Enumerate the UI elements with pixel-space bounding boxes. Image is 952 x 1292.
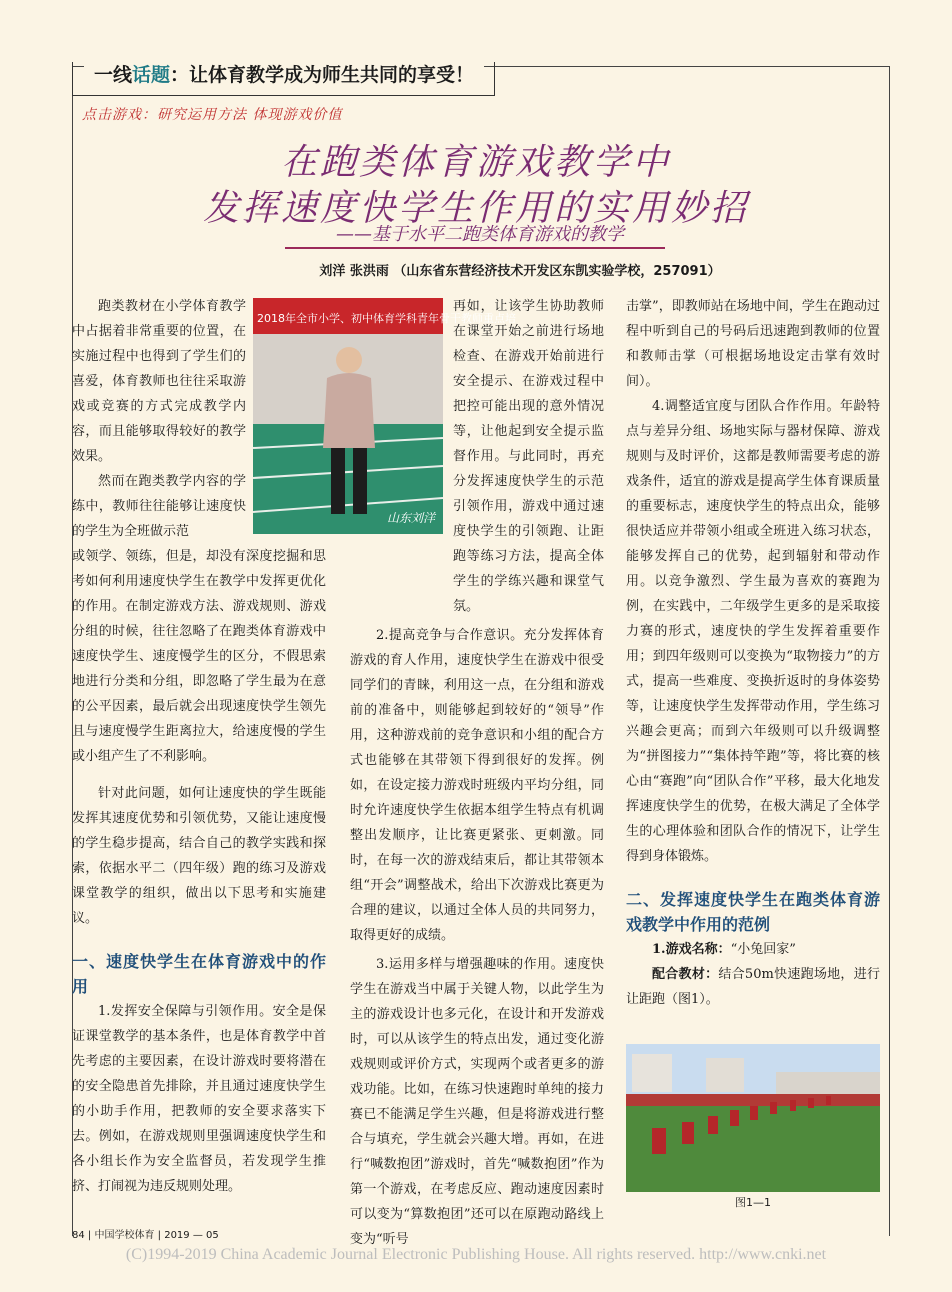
paragraph: 或领学、领练，但是，却没有深度挖掘和思考如何利用速度快学生在教学中发挥更优化的作用。在制定游戏方法、游戏规则、游戏分组的时候，往往忽略了在跑类体育游戏中速度快学生、速度慢学生的区分，不假思索地进行分类和分组，即忽略了学生最为在意的公平因素，最后就会出现速度快学生领先且与速度慢学生距离拉大，给速度慢的学生或小组产生了不利影响。 xyxy=(72,549,326,764)
game-name: “小兔回家” xyxy=(730,942,796,957)
header-highlight: 话题 xyxy=(132,64,171,86)
column-header xyxy=(84,60,484,90)
author-line: 刘洋 张洪雨 （山东省东营经济技术开发区东凯实验学校，257091） xyxy=(319,264,721,279)
copyright-watermark: (C)1994-2019 China Academic Journal Electronic Publishing House. All rights reserved. http://www.cnki.net xyxy=(125,1246,827,1263)
paragraph: 2.提高竞争与合作意识。充分发挥体育游戏的育人作用，速度快学生在游戏中很受同学们的青睐，利用这一点，在分组和游戏前的准备中，则能够起到较好的“领导”作用，这种游戏前的竞争意识和小组的配合方式也能够在其带领下得到很好的发挥。例如，在设定接力游戏时班级内平均分组，同时允许速度快学生依据本组学生特点有机调整出发顺序，让比赛更紧张、更刺激。同时，在每一次的游戏结束后，都让其带领本组“开会”调整战术，给出下次游戏比赛更为合理的建议，以通过全体人员的共同努力，取得更好的成绩。 xyxy=(350,628,604,943)
paragraph: 3.运用多样与增强趣味的作用。速度快学生在游戏当中属于关键人物，以此学生为主的游戏设计也多元化，在设计和开发游戏时，可以从该学生的特点出发，通过变化游戏规则或评价方式，实现两个或者更多的游戏功能。比如，在练习快速跑时单纯的接力赛已不能满足学生兴趣，但是将游戏进行整合与填充，学生就会兴趣大增。再如，在进行“喊数抱团”游戏时，首先“喊数抱团”作为第一个游戏，在考虑反应、跑动速度因素时可以变为“算数抱团”还可以在原跑动路线上变为“听号 xyxy=(350,957,604,1247)
paragraph: 针对此问题，如何让速度快的学生既能发挥其速度优势和引领优势，又能让速度慢的学生稳步提高，结合自己的教学实践和探索，依据水平二（四年级）跑的练习及游戏课堂教学的组织，做出以下思考和实施建议。 xyxy=(72,786,326,926)
article-title-line2: 发挥速度快学生作用的实用妙招 xyxy=(202,188,749,229)
figure-caption: 图1—1 xyxy=(735,1196,771,1209)
column-1-top xyxy=(72,294,246,544)
column-1-bottom xyxy=(72,544,326,1199)
page-footer: 84 | 中国学校体育 | 2019 — 05 xyxy=(72,1230,219,1241)
header-rest: ：让体育教学成为师生共同的享受！ xyxy=(170,64,475,86)
figure-1-photo xyxy=(626,1044,880,1192)
page-number: 84 xyxy=(72,1230,85,1241)
paragraph: 1.发挥安全保障与引领作用。安全是保证课堂教学的基本条件，也是体育教学中首先考虑的主要因素，在设计游戏时要将潜在的安全隐患首先排除，并且通过速度快学生的小助手作用，把教师的安全要求落实下去。例如，在游戏规则里强调速度快学生和各小组长作为安全监督员，若发现学生推挤、打闹视为违反规则处理。 xyxy=(72,1004,326,1194)
photo-banner: 2018年全市小学、初中体育学科青年骨干教师重点培 xyxy=(257,312,516,325)
issue-date: 2019 — 05 xyxy=(164,1230,219,1241)
section-heading-2: 二、发挥速度快学生在跑类体育游戏教学中作用的范例 xyxy=(626,890,880,934)
article-subtitle: ——基于水平二跑类体育游戏的教学 xyxy=(336,224,624,245)
section-heading-1: 一、速度快学生在体育游戏中的作用 xyxy=(72,952,326,996)
column-2 xyxy=(350,294,604,1252)
photo-caption: 山东刘洋 xyxy=(386,511,435,525)
material-label: 配合教材： xyxy=(652,967,719,982)
paragraph: 然而在跑类教学内容的学练中，教师往往能够让速度快的学生为全班做示范 xyxy=(72,474,246,539)
paragraph: 跑类教材在小学体育教学中占据着非常重要的位置，在实施过程中也得到了学生们的喜爱，体育教师也往往采取游戏或竞赛的方式完成教学内容，而且能够取得较好的教学效果。 xyxy=(72,299,246,464)
paragraph: 4.调整适宜度与团队合作作用。年龄特点与差异分组、场地实际与器材保障、游戏规则与及时评价，这都是教师需要考虑的游戏条件，适宜的游戏是提高学生体育课质量的重要标志，速度快学生的特点出众，能够很快适应并带领小组或全班进入练习状态，能够发挥自己的优势，起到辐射和带动作用。以竞争激烈、学生最为喜欢的赛跑为例，在实践中，二年级学生更多的是采取接力赛的形式，速度快的学生发挥着重要作用；到四年级则可以变换为“取物接力”的方式，提高一些难度、变换折返时的身体姿势等，让速度快学生发挥带动作用，学生练习兴趣会更高；而到六年级则可以升级调整为“拼图接力”“集体持竿跑”等，将比赛的核心由“赛跑”向“团队合作”平移，最大化地发挥速度快学生的优势，在极大满足了全体学生的心理体验和团队合作的情况下，让学生得到身体锻炼。 xyxy=(626,399,880,864)
paragraph: 再如，让该学生协助教师在课堂开始之前进行场地检查、在游戏开始前进行安全提示、在游戏过程中把控可能出现的意外情况等，让他起到安全提示监督作用。与此同时，再充分发挥速度快学生的示范引领作用，游戏中通过速度快学生的引领跑、让距跑等练习方法，提高全体学生的学练兴趣和课堂气氛。 xyxy=(453,299,604,614)
game-label: 1.游戏名称： xyxy=(652,942,731,957)
material-text: 结合50m快速跑场地，进行让距跑（图1）。 xyxy=(626,967,880,1007)
journal-name: 中国学校体育 xyxy=(94,1230,155,1241)
header-prefix: 一线 xyxy=(94,64,133,86)
column-3 xyxy=(626,294,880,1012)
article-title-line1: 在跑类体育游戏教学中 xyxy=(280,142,671,183)
title-divider xyxy=(285,247,665,249)
section-subhead: 点击游戏：研究运用方法 体现游戏价值 xyxy=(82,107,343,123)
paragraph: 击掌”，即教师站在场地中间，学生在跑动过程中听到自己的号码后迅速跑到教师的位置和教师击掌（可根据场地设定击掌有效时间）。 xyxy=(626,299,880,389)
